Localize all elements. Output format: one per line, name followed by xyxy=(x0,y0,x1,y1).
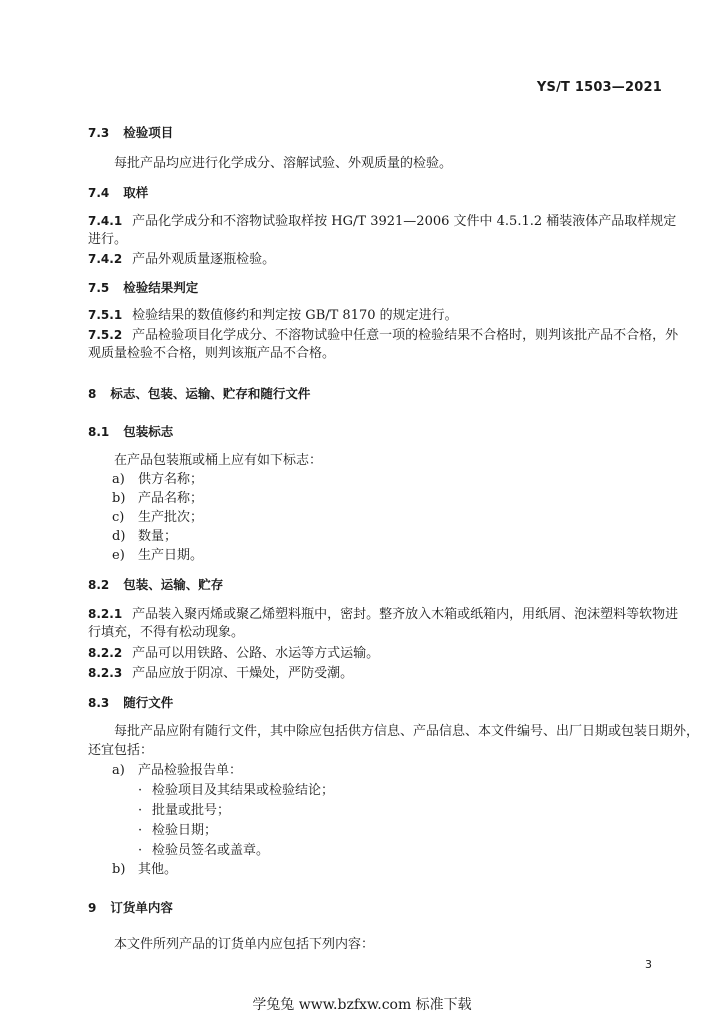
section-number: 8 xyxy=(88,387,97,401)
section-number: 7.3 xyxy=(88,126,110,140)
clause-number: 8.2.3 xyxy=(88,666,123,680)
section-title: 检验结果判定 xyxy=(123,280,199,295)
clause-text: 产品装入聚丙烯或聚乙烯塑料瓶中，密封。整齐放入木箱或纸箱内，用纸屑、泡沫塑料等软物进 xyxy=(132,607,679,622)
list-marker: e) xyxy=(112,548,125,563)
clause-number: 7.5.1 xyxy=(88,308,123,322)
heading-7-5 xyxy=(88,279,198,297)
clause-8-2-1 xyxy=(88,605,678,624)
list-marker: b) xyxy=(112,491,126,506)
clause-text-continued: 行填充，不得有松动现象。 xyxy=(88,625,245,640)
list-text: 供方名称； xyxy=(138,472,204,487)
sub-list-item xyxy=(138,782,334,800)
clause-7-5-1 xyxy=(88,306,458,325)
paragraph: 本文件所列产品的订货单内应包括下列内容： xyxy=(114,937,375,952)
heading-8-3 xyxy=(88,694,173,712)
clause-7-4-1 xyxy=(88,212,676,231)
list-text: 其他。 xyxy=(138,862,178,877)
clause-number: 7.5.2 xyxy=(88,328,123,342)
list-marker: d) xyxy=(112,529,126,544)
section-number: 7.5 xyxy=(88,281,110,295)
clause-number: 7.4.1 xyxy=(88,214,123,228)
list-item xyxy=(112,547,203,565)
clause-number: 8.2.1 xyxy=(88,607,123,621)
clause-7-4-2 xyxy=(88,250,275,269)
list-item xyxy=(112,490,203,508)
list-item xyxy=(112,528,177,546)
clause-text-continued: 进行。 xyxy=(88,232,128,247)
list-text: 产品检验报告单： xyxy=(138,763,243,778)
heading-7-4 xyxy=(88,184,148,202)
clause-text: 产品外观质量逐瓶检验。 xyxy=(132,252,276,267)
clause-8-2-3 xyxy=(88,664,353,683)
paragraph: 每批产品应附有随行文件，其中除应包括供方信息、产品信息、本文件编号、出厂日期或包装日期外， xyxy=(114,724,700,739)
bullet-icon: · xyxy=(138,843,143,858)
section-number: 8.1 xyxy=(88,425,110,439)
list-marker: b) xyxy=(112,862,126,877)
bullet-icon: · xyxy=(138,783,143,798)
page-number: 3 xyxy=(645,958,652,971)
list-item xyxy=(112,471,203,489)
clause-text: 产品检验项目化学成分、不溶物试验中任意一项的检验结果不合格时，则判该批产品不合格，外 xyxy=(132,328,679,343)
section-title: 取样 xyxy=(123,185,149,200)
list-item xyxy=(112,762,242,780)
section-title: 包装标志 xyxy=(123,424,174,439)
bullet-icon: · xyxy=(138,803,143,818)
clause-text: 产品可以用铁路、公路、水运等方式运输。 xyxy=(132,646,380,661)
list-text: 生产批次； xyxy=(138,510,204,525)
list-marker: a) xyxy=(112,472,125,487)
sub-list-text: 检验员签名或盖章。 xyxy=(152,843,270,858)
clause-8-2-2 xyxy=(88,644,379,663)
list-text: 数量； xyxy=(138,529,178,544)
list-text: 生产日期。 xyxy=(138,548,204,563)
list-marker: a) xyxy=(112,763,125,778)
section-number: 7.4 xyxy=(88,186,110,200)
list-marker: c) xyxy=(112,510,125,525)
section-number: 8.2 xyxy=(88,578,110,592)
footer-watermark: 学兔兔 www.bzfxw.com 标准下载 xyxy=(252,997,472,1013)
section-number: 8.3 xyxy=(88,696,110,710)
clause-text: 检验结果的数值修约和判定按 GB/T 8170 的规定进行。 xyxy=(132,308,458,323)
sub-list-text: 检验日期； xyxy=(152,823,218,838)
heading-8-2 xyxy=(88,576,223,594)
list-text: 产品名称； xyxy=(138,491,204,506)
clause-7-5-2 xyxy=(88,326,678,345)
clause-text: 产品应放于阴凉、干燥处，严防受潮。 xyxy=(132,666,354,681)
section-number: 9 xyxy=(88,901,97,915)
list-item xyxy=(112,861,177,879)
section-title: 随行文件 xyxy=(123,695,174,710)
section-title: 订货单内容 xyxy=(110,900,173,915)
heading-7-3 xyxy=(88,124,173,142)
section-title: 包装、运输、贮存 xyxy=(123,577,224,592)
paragraph: 每批产品均应进行化学成分、溶解试验、外观质量的检验。 xyxy=(114,156,453,171)
sub-list-item xyxy=(138,842,269,860)
section-title: 检验项目 xyxy=(123,125,174,140)
clause-text: 产品化学成分和不溶物试验取样按 HG/T 3921—2006 文件中 4.5.1.2 桶装液体产品取样规定 xyxy=(132,214,677,229)
clause-text-continued: 观质量检验不合格，则判该瓶产品不合格。 xyxy=(88,346,336,361)
sub-list-text: 检验项目及其结果或检验结论； xyxy=(152,783,335,798)
clause-number: 7.4.2 xyxy=(88,252,123,266)
heading-8-1 xyxy=(88,423,173,441)
list-item xyxy=(112,509,203,527)
clause-number: 8.2.2 xyxy=(88,646,123,660)
standard-code: YS/T 1503—2021 xyxy=(536,80,662,95)
paragraph: 在产品包装瓶或桶上应有如下标志： xyxy=(114,453,323,468)
sub-list-item xyxy=(138,822,217,840)
section-title: 标志、包装、运输、贮存和随行文件 xyxy=(110,386,311,401)
paragraph-continued: 还宜包括： xyxy=(88,743,154,758)
heading-8 xyxy=(88,385,310,403)
sub-list-item xyxy=(138,802,230,820)
bullet-icon: · xyxy=(138,823,143,838)
heading-9 xyxy=(88,899,173,917)
sub-list-text: 批量或批号； xyxy=(152,803,231,818)
